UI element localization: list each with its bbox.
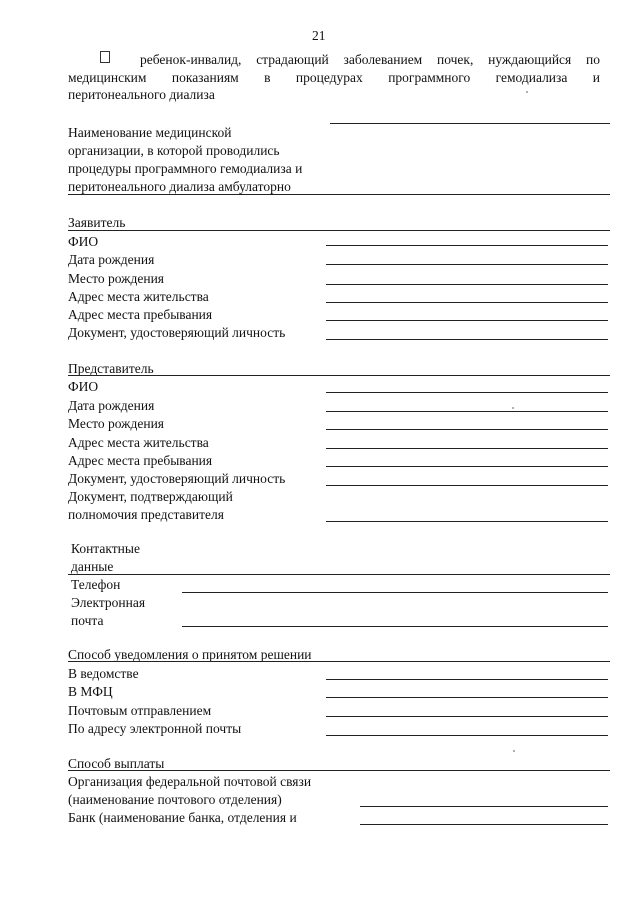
intro-line-1: ребенок-инвалид, страдающий заболеванием почек, нуждающийся по <box>140 52 600 67</box>
rep-authority-label-line-2: полномочия представителя <box>68 507 224 522</box>
rep-id-doc-label: Документ, удостоверяющий личность <box>68 471 286 486</box>
rep-birthplace-field[interactable] <box>326 429 608 430</box>
intro-line-3: перитонеального диализа <box>68 87 215 102</box>
scan-speck <box>513 750 515 752</box>
applicant-title-line <box>68 230 610 231</box>
rep-fio-label: ФИО <box>68 379 99 394</box>
applicant-fio-label: ФИО <box>68 234 99 249</box>
rep-residence-field[interactable] <box>326 448 608 449</box>
applicant-birthplace-field[interactable] <box>326 284 608 285</box>
postal-label-line-1: Организация федеральной почтовой связи <box>68 774 312 789</box>
applicant-id-doc-label: Документ, удостоверяющий личность <box>68 325 286 340</box>
applicant-stay-label: Адрес места пребывания <box>68 307 213 322</box>
email-label-line-2: почта <box>71 613 104 628</box>
email-field[interactable] <box>182 626 608 627</box>
org-label-line-2: организации, в которой проводились <box>68 143 280 158</box>
representative-title-line <box>68 375 610 376</box>
applicant-residence-label: Адрес места жительства <box>68 289 209 304</box>
intro-paragraph <box>68 51 600 104</box>
applicant-birthdate-field[interactable] <box>326 264 608 265</box>
checkbox[interactable] <box>100 51 110 63</box>
org-label-line-1: Наименование медицинской <box>68 125 232 140</box>
notify-email-label: По адресу электронной почты <box>68 721 242 736</box>
notify-mfc-field[interactable] <box>326 697 608 698</box>
applicant-birthdate-label: Дата рождения <box>68 252 155 267</box>
applicant-title: Заявитель <box>68 215 126 230</box>
rep-residence-label: Адрес места жительства <box>68 435 209 450</box>
payment-title-line <box>68 770 610 771</box>
payment-title: Способ выплаты <box>68 756 165 771</box>
notify-post-label: Почтовым отправлением <box>68 703 212 718</box>
scan-speck <box>526 91 528 93</box>
bank-label: Банк (наименование банка, отделения и <box>68 810 297 825</box>
notify-agency-label: В ведомстве <box>68 666 139 681</box>
notify-post-field[interactable] <box>326 716 608 717</box>
rep-id-doc-field[interactable] <box>326 485 608 486</box>
notification-title: Способ уведомления о принятом решении <box>68 647 312 662</box>
rep-authority-field[interactable] <box>326 521 608 522</box>
applicant-id-doc-field[interactable] <box>326 339 608 340</box>
rep-stay-field[interactable] <box>326 466 608 467</box>
contacts-title-line-1: Контактные <box>71 541 140 556</box>
org-label-line-3: процедуры программного гемодиализа и <box>68 161 303 176</box>
applicant-stay-field[interactable] <box>326 320 608 321</box>
email-label-line-1: Электронная <box>71 595 146 610</box>
org-bottom-line[interactable] <box>68 194 610 195</box>
notify-email-field[interactable] <box>326 735 608 736</box>
rep-fio-field[interactable] <box>326 392 608 393</box>
notification-title-line <box>68 661 610 662</box>
postal-label-line-2: (наименование почтового отделения) <box>68 792 282 807</box>
org-right-line[interactable] <box>330 123 610 124</box>
representative-title: Представитель <box>68 361 154 376</box>
bank-field[interactable] <box>360 824 608 825</box>
phone-field[interactable] <box>182 592 608 593</box>
page-number: 21 <box>312 28 326 43</box>
postal-field[interactable] <box>360 806 608 807</box>
rep-birthdate-label: Дата рождения <box>68 398 155 413</box>
contacts-title-line <box>68 574 610 575</box>
notify-mfc-label: В МФЦ <box>68 684 113 699</box>
applicant-birthplace-label: Место рождения <box>68 271 165 286</box>
contacts-title-line-2: данные <box>71 559 114 574</box>
intro-line-2: медицинским показаниям в процедурах программного гемодиализа и <box>68 69 600 85</box>
applicant-residence-field[interactable] <box>326 302 608 303</box>
rep-authority-label-line-1: Документ, подтверждающий <box>68 489 233 504</box>
applicant-fio-field[interactable] <box>326 245 608 246</box>
rep-birthplace-label: Место рождения <box>68 416 165 431</box>
notify-agency-field[interactable] <box>326 679 608 680</box>
rep-stay-label: Адрес места пребывания <box>68 453 213 468</box>
org-label-line-4: перитонеального диализа амбулаторно <box>68 179 291 194</box>
rep-birthdate-field[interactable] <box>326 411 608 412</box>
scan-speck <box>512 407 514 409</box>
phone-label: Телефон <box>71 577 121 592</box>
